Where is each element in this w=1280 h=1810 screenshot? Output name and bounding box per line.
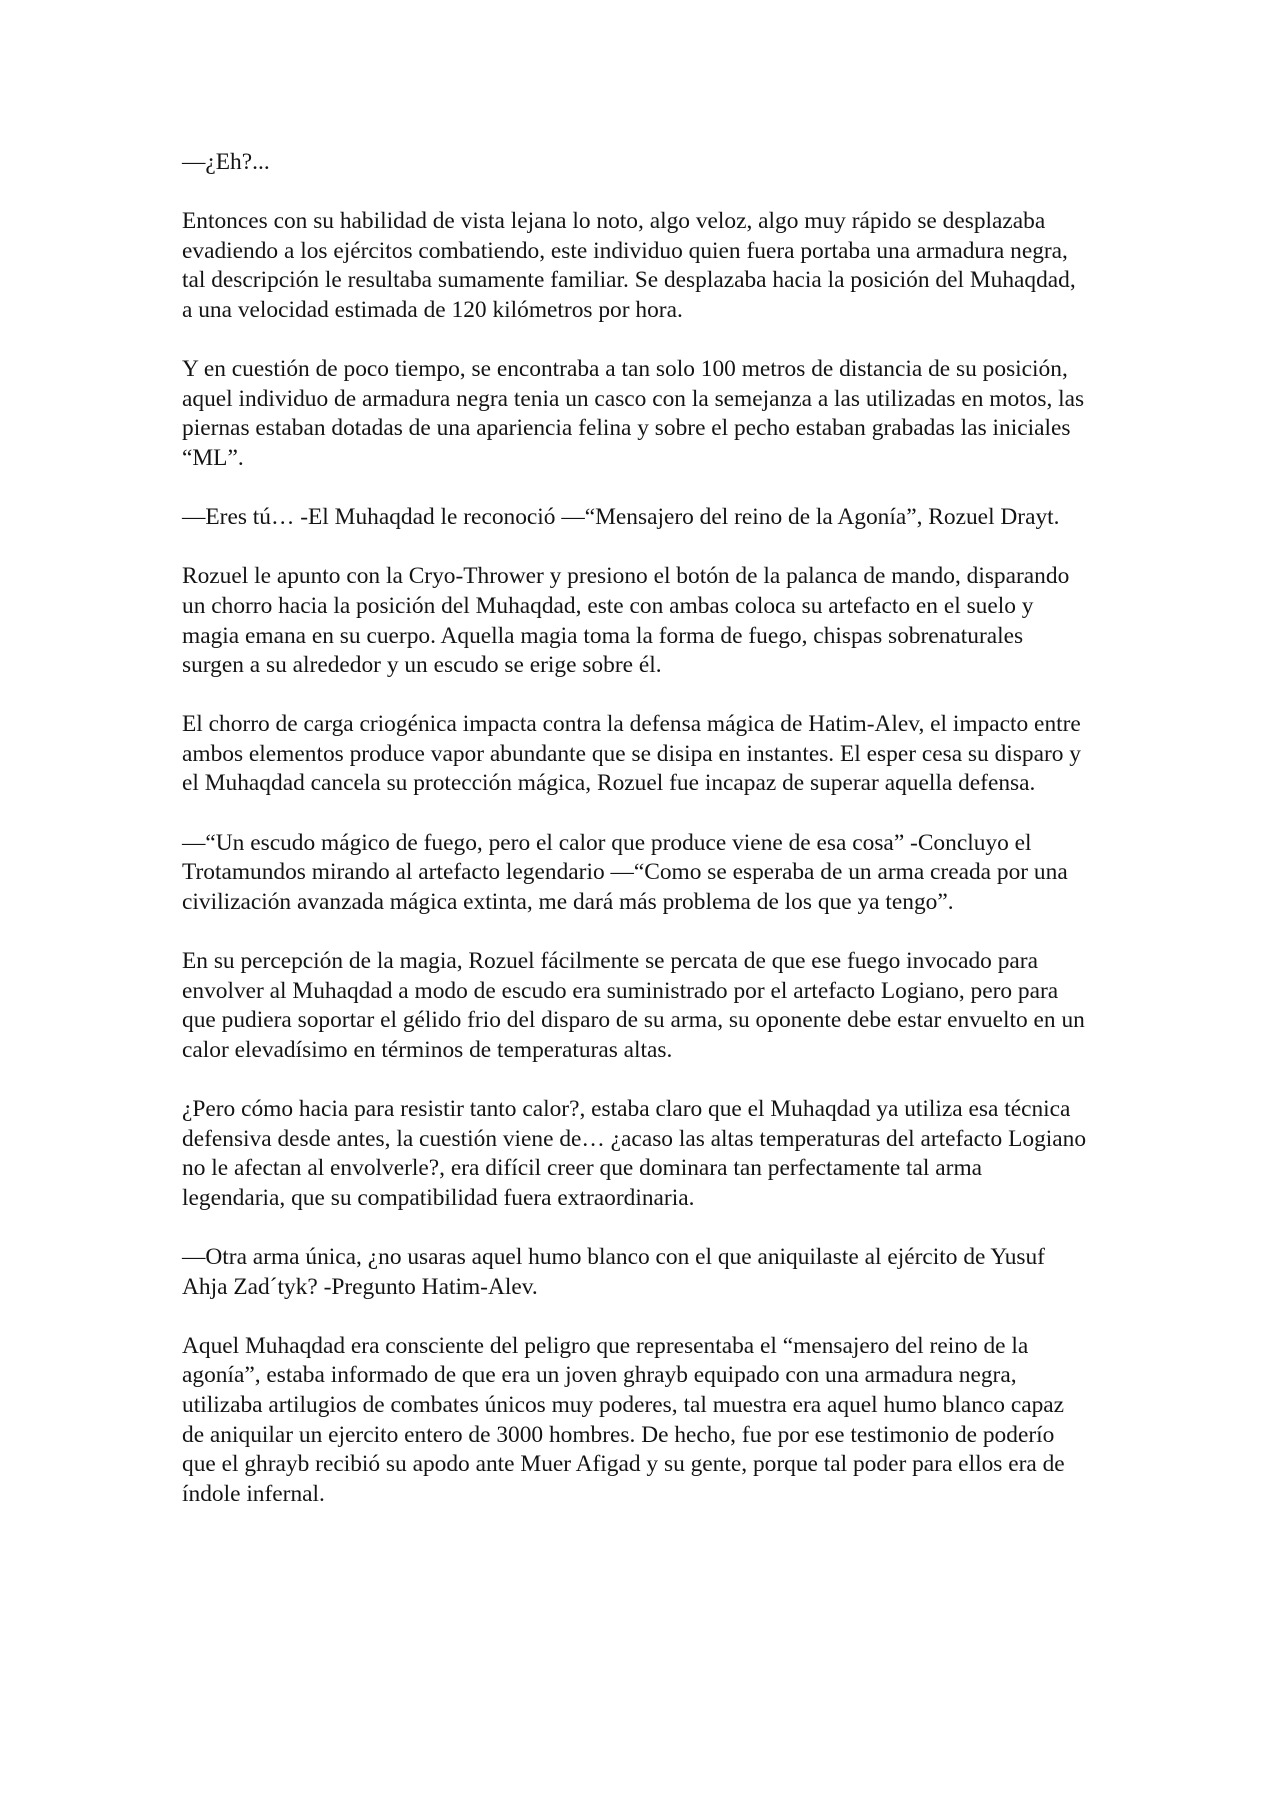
dialogue-paragraph: —Eres tú… -El Muhaqdad le reconoció —“Mensajero del reino de la Agonía”, Rozuel Drayt.	[182, 504, 1060, 531]
dialogue-paragraph: —“Un escudo mágico de fuego, pero el calor que produce viene de esa cosa” -Concluyo el Trotamundos mirando al artefacto legendario —“Como se esperaba de un arma creada por una civilización avanzada mágica extinta, me dará más problema de los que ya tengo”.	[182, 829, 1068, 915]
narrative-paragraph: El chorro de carga criogénica impacta contra la defensa mágica de Hatim-Alev, el impacto entre ambos elementos produce vapor abundante que se disipa en instantes. El esper cesa su disparo y el Muhaqdad cancela su protección mágica, Rozuel fue incapaz de superar aquella defensa.	[182, 711, 1081, 797]
narrative-paragraph: Y en cuestión de poco tiempo, se encontraba a tan solo 100 metros de distancia de su posición, aquel individuo de armadura negra tenia un casco con la semejanza a las utilizadas en motos, las piernas estaban dotadas de una apariencia felina y sobre el pecho estaban grabadas las iniciales “ML”.	[182, 356, 1085, 471]
dialogue-paragraph: —Otra arma única, ¿no usaras aquel humo blanco con el que aniquilaste al ejército de Yusuf Ahja Zad´tyk? -Pregunto Hatim-Alev.	[182, 1243, 1045, 1300]
narrative-paragraph: ¿Pero cómo hacia para resistir tanto calor?, estaba claro que el Muhaqdad ya utiliza esa técnica defensiva desde antes, la cuestión viene de… ¿acaso las altas temperaturas del artefacto Logiano no le afectan al envolverle?, era difícil creer que dominara tan perfectamente tal arma legendaria, que su compatibilidad fuera extraordinaria.	[182, 1096, 1087, 1211]
dialogue-paragraph-eh: —¿Eh?...	[182, 149, 270, 175]
document-body	[182, 148, 1090, 1509]
narrative-paragraph: En su percepción de la magia, Rozuel fácilmente se percata de que ese fuego invocado para envolver al Muhaqdad a modo de escudo era suministrado por el artefacto Logiano, pero para que pudiera soportar el gélido frio del disparo de su arma, su oponente debe estar envuelto en un calor elevadísimo en términos de temperaturas altas.	[182, 948, 1085, 1063]
narrative-paragraph: Aquel Muhaqdad era consciente del peligro que representaba el “mensajero del reino de la agonía”, estaba informado de que era un joven ghrayb equipado con una armadura negra, utilizaba artilugios de combates únicos muy poderes, tal muestra era aquel humo blanco capaz de aniquilar un ejercito entero de 3000 hombres. De hecho, fue por ese testimonio de poderío que el ghrayb recibió su apodo ante Muer Afigad y su gente, porque tal poder para ellos era de índole infernal.	[182, 1332, 1065, 1507]
narrative-paragraph: Entonces con su habilidad de vista lejana lo noto, algo veloz, algo muy rápido se desplazaba evadiendo a los ejércitos combatiendo, este individuo quien fuera portaba una armadura negra, tal descripción le resultaba sumamente familiar. Se desplazaba hacia la posición del Muhaqdad, a una velocidad estimada de 120 kilómetros por hora.	[182, 208, 1076, 323]
narrative-paragraph: Rozuel le apunto con la Cryo-Thrower y presiono el botón de la palanca de mando, disparando un chorro hacia la posición del Muhaqdad, este con ambas coloca su artefacto en el suelo y magia emana en su cuerpo. Aquella magia toma la forma de fuego, chispas sobrenaturales surgen a su alrededor y un escudo se erige sobre él.	[182, 563, 1070, 679]
